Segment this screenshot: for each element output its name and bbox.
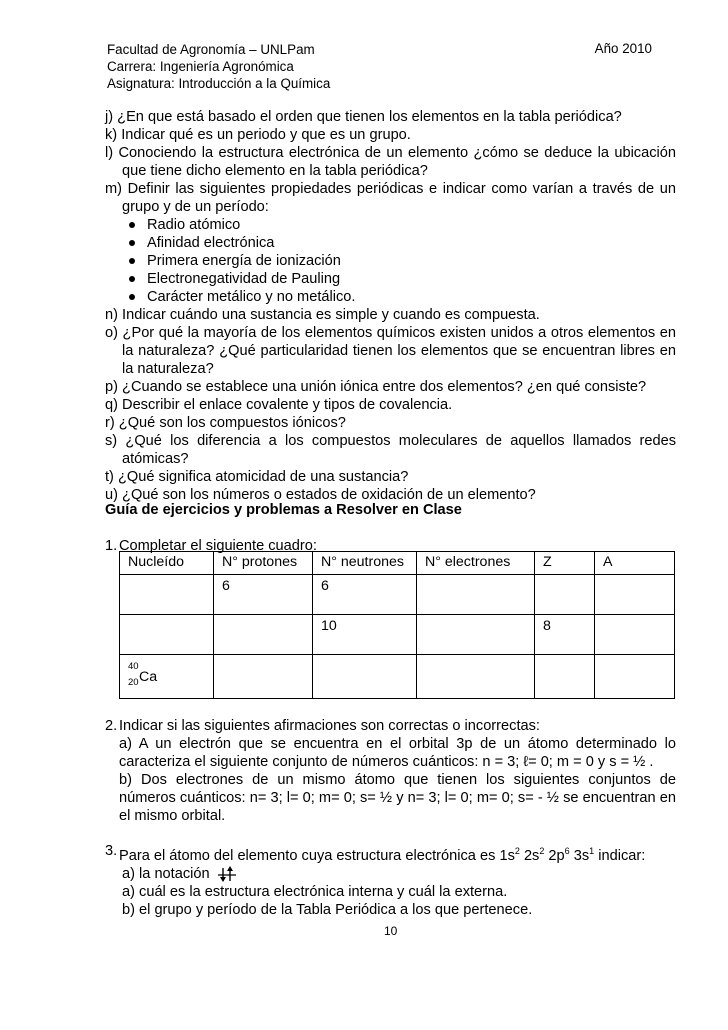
section-title: Guía de ejercicios y problemas a Resolver en Clase <box>105 502 462 518</box>
text-part: 3s <box>569 847 590 864</box>
table-row <box>120 655 675 699</box>
superscript: 6 <box>564 846 570 856</box>
question-u: u) ¿Qué son los números o estados de oxidación de un elemento? <box>105 487 536 503</box>
item-a2: a) cuál es la estructura electrónica interna y cuál la externa. <box>122 884 508 900</box>
isotope-mass-number: 40 <box>128 661 139 672</box>
table-cell: 10 <box>313 615 417 655</box>
exercise-number: 2. <box>105 718 118 734</box>
question-s: s) ¿Qué los diferencia a los compuestos moleculares de aquellos llamados redes atómicas? <box>105 433 676 467</box>
table-cell <box>214 655 313 699</box>
nuclide-table <box>119 551 675 699</box>
exercise-3 <box>105 842 676 919</box>
table-header: A <box>595 552 675 575</box>
table-cell <box>417 615 535 655</box>
list-item: Primera energía de ionización <box>147 252 676 270</box>
list-item: Radio atómico <box>147 216 676 234</box>
table-cell <box>595 575 675 615</box>
table-cell <box>313 655 417 699</box>
table-cell <box>595 655 675 699</box>
exercise-number: 1. <box>105 538 118 554</box>
table-cell <box>417 575 535 615</box>
header-institution: Facultad de Agronomía – UNLPam <box>107 42 315 57</box>
superscript: 1 <box>589 846 595 856</box>
text-part: Para el átomo del elemento cuya estructura electrónica es 1s <box>119 847 515 864</box>
question-l: l) Conociendo la estructura electrónica de un elemento ¿cómo se deduce la ubicación que tiene dicho elemento en la tabla periódica? <box>105 145 676 179</box>
isotope-atomic-number: 20 <box>128 677 139 688</box>
table-row <box>120 575 675 615</box>
list-item: Electronegatividad de Pauling <box>147 270 676 288</box>
statement-a: a) A un electrón que se encuentra en el orbital 3p de un átomo determinado lo caracteriza el siguiente conjunto de números cuánticos: n = 3; ℓ= 0; m = 0 y s = ½ . <box>119 736 676 770</box>
question-list <box>105 108 676 504</box>
superscript: 2 <box>539 846 545 856</box>
exercise-text: Completar el siguiente cuadro: <box>119 538 317 554</box>
header-year: Año 2010 <box>594 41 652 56</box>
superscript: 2 <box>514 846 520 856</box>
statement-b: b) Dos electrones de un mismo átomo que tienen los siguientes conjuntos de números cuánticos: n= 3; l= 0; m= 0; s= ½ y n= 3; l= 0; m= 0; s= - ½ se encuentran en el mismo orbital. <box>119 772 676 824</box>
table-cell <box>417 655 535 699</box>
item-b: b) el grupo y período de la Tabla Periódica a los que pertenece. <box>122 902 533 918</box>
table-cell <box>120 615 214 655</box>
page-number: 10 <box>384 924 398 938</box>
list-item: Afinidad electrónica <box>147 234 676 252</box>
header-career: Carrera: Ingeniería Agronómica <box>107 59 294 74</box>
table-cell <box>535 655 595 699</box>
exercise-number: 3. <box>105 843 118 859</box>
header-subject: Asignatura: Introducción a la Química <box>107 76 331 91</box>
list-item: Carácter metálico y no metálico. <box>147 288 676 306</box>
question-q: q) Describir el enlace covalente y tipos de covalencia. <box>105 397 453 413</box>
text-part: indicar: <box>594 847 646 864</box>
question-n: n) Indicar cuándo una sustancia es simple y cuando es compuesta. <box>105 307 540 323</box>
text-part: 2p <box>544 847 565 864</box>
question-t: t) ¿Qué significa atomicidad de una sustancia? <box>105 469 409 485</box>
question-m: m) Definir las siguientes propiedades periódicas e indicar como varían a través de un grupo y de un período: <box>105 181 676 215</box>
table-cell <box>120 575 214 615</box>
table-cell <box>214 615 313 655</box>
question-k: k) Indicar qué es un periodo y que es un grupo. <box>105 127 411 143</box>
exercise-text <box>105 842 676 865</box>
exercise-text: Indicar si las siguientes afirmaciones son correctas o incorrectas: <box>119 718 540 734</box>
table-cell <box>595 615 675 655</box>
exercise-2 <box>105 717 676 825</box>
table-header: N° neutrones <box>313 552 417 575</box>
electron-spin-arrows-icon <box>214 865 240 883</box>
table-header-row <box>120 552 675 575</box>
table-row <box>120 615 675 655</box>
table-header: N° protones <box>214 552 313 575</box>
question-o: o) ¿Por qué la mayoría de los elementos químicos existen unidos a otros elementos en la naturaleza? ¿Qué particularidad tienen los elementos que se encuentran libres en la naturaleza? <box>105 325 676 377</box>
table-header: Z <box>535 552 595 575</box>
isotope-symbol: Ca <box>139 669 158 685</box>
table-cell <box>535 575 595 615</box>
table-cell: 6 <box>214 575 313 615</box>
question-r: r) ¿Qué son los compuestos iónicos? <box>105 415 346 431</box>
property-list <box>105 216 676 306</box>
text-part: 2s <box>519 847 540 864</box>
item-a1 <box>105 865 676 883</box>
question-j: j) ¿En que está basado el orden que tienen los elementos en la tabla periódica? <box>105 109 622 125</box>
table-header: N° electrones <box>417 552 535 575</box>
isotope-notation <box>128 655 168 691</box>
table-header: Nucleído <box>120 552 214 575</box>
table-cell: 6 <box>313 575 417 615</box>
question-p: p) ¿Cuando se establece una unión iónica entre dos elementos? ¿en qué consiste? <box>105 379 647 395</box>
item-text: a) la notación <box>122 865 210 882</box>
nuclide-cell <box>120 655 214 699</box>
table-cell: 8 <box>535 615 595 655</box>
